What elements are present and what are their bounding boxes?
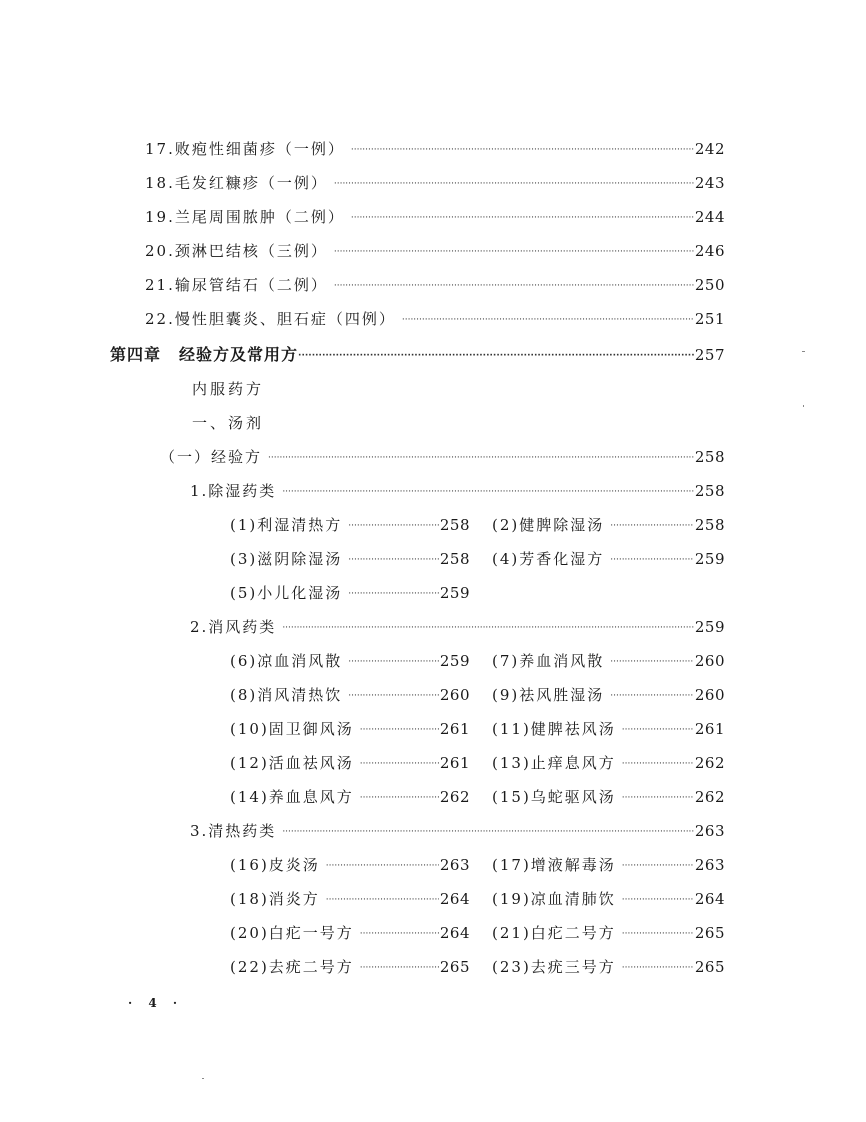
entry-page: 258 bbox=[694, 516, 725, 534]
toc-item bbox=[230, 786, 470, 810]
dot-leader bbox=[326, 861, 439, 871]
dot-leader bbox=[334, 179, 694, 189]
dot-leader bbox=[334, 247, 694, 257]
dot-leader bbox=[622, 861, 694, 871]
entry-label: (5)小儿化湿汤 bbox=[230, 584, 343, 602]
dot-leader bbox=[360, 929, 439, 939]
entry-label: (2)健脾除湿汤 bbox=[492, 516, 605, 534]
entry-label: 21.输尿管结石（二例） bbox=[145, 276, 328, 294]
entry-label: (13)止痒息风方 bbox=[492, 754, 616, 772]
toc-item bbox=[230, 718, 470, 742]
entry-label: (7)养血消风散 bbox=[492, 652, 605, 670]
toc-category-3 bbox=[190, 820, 725, 844]
chapter-page: 257 bbox=[694, 346, 725, 364]
dot-leader bbox=[610, 657, 694, 667]
toc-entry-case-18 bbox=[145, 172, 725, 196]
entry-page: 265 bbox=[694, 924, 725, 942]
entry-label: (16)皮炎汤 bbox=[230, 856, 320, 874]
toc-item bbox=[230, 888, 470, 912]
dot-leader bbox=[268, 453, 694, 463]
entry-page: 261 bbox=[694, 720, 725, 738]
dot-leader bbox=[610, 691, 694, 701]
toc-subsection-empirical bbox=[160, 446, 725, 470]
toc-chapter-heading bbox=[110, 342, 725, 366]
section-oral-prescriptions: 内服药方 bbox=[192, 380, 265, 398]
section-decoctions: 一、汤剂 bbox=[192, 414, 265, 432]
toc-item bbox=[230, 514, 470, 538]
entry-page: 244 bbox=[694, 208, 725, 226]
entry-page: 264 bbox=[439, 890, 470, 908]
entry-label: 20.颈淋巴结核（三例） bbox=[145, 242, 328, 260]
toc-item bbox=[492, 684, 725, 708]
entry-page: 263 bbox=[439, 856, 470, 874]
dot-leader bbox=[348, 521, 439, 531]
entry-page: 265 bbox=[694, 958, 725, 976]
toc-entry-case-21 bbox=[145, 274, 725, 298]
toc-item bbox=[492, 922, 725, 946]
entry-page: 264 bbox=[694, 890, 725, 908]
toc-item bbox=[230, 582, 470, 606]
entry-label: (15)乌蛇驱风汤 bbox=[492, 788, 616, 806]
entry-page: 260 bbox=[694, 686, 725, 704]
entry-page: 262 bbox=[694, 754, 725, 772]
dot-leader bbox=[610, 521, 694, 531]
entry-label: (14)养血息风方 bbox=[230, 788, 354, 806]
chapter-number: 第四章 bbox=[110, 345, 162, 364]
entry-label: (20)白疕一号方 bbox=[230, 924, 354, 942]
entry-page: 259 bbox=[694, 550, 725, 568]
dot-leader bbox=[622, 929, 694, 939]
entry-page: 263 bbox=[694, 856, 725, 874]
entry-page: 262 bbox=[694, 788, 725, 806]
entry-page: 261 bbox=[439, 720, 470, 738]
toc-item bbox=[230, 854, 470, 878]
toc-item bbox=[492, 718, 725, 742]
entry-label: 17.败疱性细菌疹（一例） bbox=[145, 140, 345, 158]
toc-item bbox=[492, 752, 725, 776]
entry-page: 258 bbox=[694, 448, 725, 466]
entry-label: 1.除湿药类 bbox=[190, 482, 277, 500]
entry-page: 260 bbox=[439, 686, 470, 704]
entry-page: 258 bbox=[439, 550, 470, 568]
toc-item bbox=[492, 888, 725, 912]
entry-label: (18)消炎方 bbox=[230, 890, 320, 908]
entry-page: 260 bbox=[694, 652, 725, 670]
toc-entry-case-20 bbox=[145, 240, 725, 264]
entry-page: 243 bbox=[694, 174, 725, 192]
toc-item bbox=[492, 514, 725, 538]
entry-page: 251 bbox=[694, 310, 725, 328]
dot-leader bbox=[348, 589, 439, 599]
dot-leader bbox=[360, 793, 439, 803]
entry-label: 2.消风药类 bbox=[190, 618, 277, 636]
dot-leader bbox=[402, 315, 694, 325]
entry-label: 3.清热药类 bbox=[190, 822, 277, 840]
entry-page: 258 bbox=[439, 516, 470, 534]
dot-leader bbox=[282, 487, 694, 497]
entry-label: (6)凉血消风散 bbox=[230, 652, 343, 670]
entry-label: (4)芳香化湿方 bbox=[492, 550, 605, 568]
dot-leader bbox=[360, 725, 439, 735]
chapter-title: 经验方及常用方 bbox=[179, 345, 299, 364]
entry-label: 18.毛发红糠疹（一例） bbox=[145, 174, 328, 192]
dot-leader bbox=[351, 213, 694, 223]
entry-label: 19.兰尾周围脓肿（二例） bbox=[145, 208, 345, 226]
dot-leader bbox=[622, 725, 694, 735]
entry-page: 264 bbox=[439, 924, 470, 942]
entry-label: 22.慢性胆囊炎、胆石症（四例） bbox=[145, 310, 396, 328]
dot-leader bbox=[360, 759, 439, 769]
toc-item bbox=[492, 786, 725, 810]
entry-page: 265 bbox=[439, 958, 470, 976]
toc-item bbox=[492, 956, 725, 980]
toc-entry-case-19 bbox=[145, 206, 725, 230]
dot-leader bbox=[360, 963, 439, 973]
toc-category-1 bbox=[190, 480, 725, 504]
entry-page: 259 bbox=[439, 652, 470, 670]
entry-label: (8)消风清热饮 bbox=[230, 686, 343, 704]
entry-page: 259 bbox=[439, 584, 470, 602]
entry-label: (1)利湿清热方 bbox=[230, 516, 343, 534]
dot-leader bbox=[622, 895, 694, 905]
scan-speck bbox=[802, 351, 805, 352]
entry-label: (10)固卫御风汤 bbox=[230, 720, 354, 738]
toc-item bbox=[230, 650, 470, 674]
dot-leader bbox=[348, 657, 439, 667]
toc-item bbox=[230, 548, 470, 572]
dot-leader bbox=[326, 895, 439, 905]
entry-label: (22)去疣二号方 bbox=[230, 958, 354, 976]
entry-label: (23)去疣三号方 bbox=[492, 958, 616, 976]
entry-page: 246 bbox=[694, 242, 725, 260]
dot-leader bbox=[282, 827, 694, 837]
entry-page: 262 bbox=[439, 788, 470, 806]
toc-item bbox=[230, 956, 470, 980]
toc-item bbox=[230, 752, 470, 776]
dot-leader bbox=[622, 759, 694, 769]
entry-page: 261 bbox=[439, 754, 470, 772]
toc-item bbox=[492, 650, 725, 674]
toc-item bbox=[492, 854, 725, 878]
toc-item bbox=[492, 548, 725, 572]
entry-label: （一）经验方 bbox=[160, 448, 263, 466]
toc-item bbox=[230, 922, 470, 946]
entry-page: 259 bbox=[694, 618, 725, 636]
dot-leader bbox=[622, 963, 694, 973]
dot-leader bbox=[348, 691, 439, 701]
entry-label: (21)白疕二号方 bbox=[492, 924, 616, 942]
entry-page: 250 bbox=[694, 276, 725, 294]
entry-label: (3)滋阴除湿汤 bbox=[230, 550, 343, 568]
entry-page: 242 bbox=[694, 140, 725, 158]
toc-category-2 bbox=[190, 616, 725, 640]
entry-page: 258 bbox=[694, 482, 725, 500]
dot-leader bbox=[298, 351, 694, 361]
dot-leader bbox=[622, 793, 694, 803]
dot-leader bbox=[348, 555, 439, 565]
entry-label: (12)活血祛风汤 bbox=[230, 754, 354, 772]
dot-leader bbox=[610, 555, 694, 565]
dot-leader bbox=[282, 623, 694, 633]
entry-label: (11)健脾祛风汤 bbox=[492, 720, 616, 738]
toc-entry-case-17 bbox=[145, 138, 725, 162]
dot-leader bbox=[351, 145, 694, 155]
scan-speck bbox=[803, 405, 804, 407]
toc-entry-case-22 bbox=[145, 308, 725, 332]
dot-leader bbox=[334, 281, 694, 291]
page-number: · 4 · bbox=[128, 996, 184, 1010]
scan-speck bbox=[202, 1078, 204, 1079]
entry-page: 263 bbox=[694, 822, 725, 840]
entry-label: (9)祛风胜湿汤 bbox=[492, 686, 605, 704]
toc-item bbox=[230, 684, 470, 708]
entry-label: (19)凉血清肺饮 bbox=[492, 890, 616, 908]
entry-label: (17)增液解毒汤 bbox=[492, 856, 616, 874]
